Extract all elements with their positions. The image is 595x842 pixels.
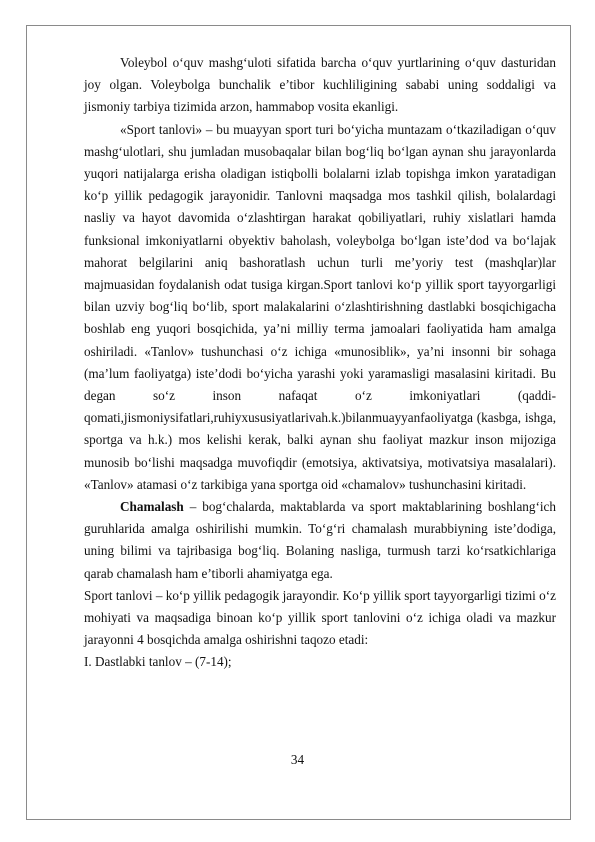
list-item-initial-selection: I. Dastlabki tanlov – (7-14); — [84, 654, 232, 670]
paragraph-pedagogical-process: Sport tanlovi – ko‘p yillik pedagogik jarayondir. Ko‘p yillik sport tayyorgarligi tizimi o‘z mohiyati va maqsadiga binoan ko‘p yillik sport tanlovini o‘z ichiga oladi va mazkur jarayonni 4 bosqichda amalga oshirishni taqozo etadi: — [84, 587, 556, 648]
document-body — [84, 52, 556, 674]
paragraph-estimation-text: – bog‘chalarda, maktablarda va sport maktablarining boshlang‘ich guruhlarida amalga oshirilishi mumkin. To‘g‘ri chamalash murabbiyning iste’dodiga, uning bilimi va tajribasiga bog‘liq. Bolaning nasliga, turmush tarzi ko‘rsatkichlariga qarab chamalash ham e’tiborli ahamiyatga ega. — [84, 499, 556, 581]
paragraph-sport-selection: «Sport tanlovi» – bu muayyan sport turi bo‘yicha muntazam o‘tkaziladigan o‘quv mashg‘ulotlari, shu jumladan musobaqalar bilan bog‘liq bo‘lgan aynan shu jarayonlarda yuqori natijalarga erisha oladigan istiqbolli bolalarni izlab topishga imkon yaratadigan ko‘p yillik pedagogik jarayonidir. Tanlovni maqsadga mos tashkil qilish, bolalardagi nasliy va hayot davomida o‘zlashtirgan harakat qobiliyatlari, ruhiy xislatlari hamda funksional imkoniyatlarni obyektiv baholash, voleybolga bo‘lgan iste’dod va bo‘lajak mahorat belgilarini aniq bashoratlash uchun turli me’yoriy test (mashqlar)lar majmuasidan foydalanish odat tusiga kirgan.Sport tanlovi ko‘p yillik sport tayyorgarligi bilan uzviy bog‘liq bo‘lib, sport malakalarini o‘zlashtirishning dastlabki bosqichigacha boshlab eng yuqori bosqichida, ya’ni milliy terma jamoalari faoliyatida ham amalga oshiriladi. «Tanlov» tushunchasi o‘z ichiga «munosiblik», ya’ni insonni bir sohaga (ma’lum faoliyatga) iste’dodi bo‘yicha yarashi yoki yaramasligi masalasini kiritadi. Bu degan so‘z inson nafaqat o‘z imkoniyatlari (qaddi-qomati,jismoniysifatlari,ruhiyxususiyatlarivah.k.)bilanmuayyanfaoliyatga (kasbga, ishga, sportga va h.k.) mos kelishi kerak, balki aynan shu faoliyat mazkur inson mijoziga munosib bo‘lishi maqsadga muvofiqdir (emotsiya, aktivatsiya, motivatsiya masalalari). «Tanlov» atamasi o‘z tarkibiga yana sportga oid «chamalov» tushunchasini kiritadi. — [84, 121, 556, 492]
page-number: 34 — [290, 752, 305, 767]
paragraph-estimation — [84, 496, 556, 585]
paragraph-volleyball-intro: Voleybol o‘quv mashg‘uloti sifatida barcha o‘quv yurtlarining o‘quv dasturidan joy olgan. Voleybolga bunchalik e’tibor kuchliligining sababi uning soddaligi va jismoniy tarbiya tizimida arzon, hammabop vosita ekanligi. — [84, 55, 556, 115]
term-chamalash: Chamalash — [120, 499, 184, 515]
